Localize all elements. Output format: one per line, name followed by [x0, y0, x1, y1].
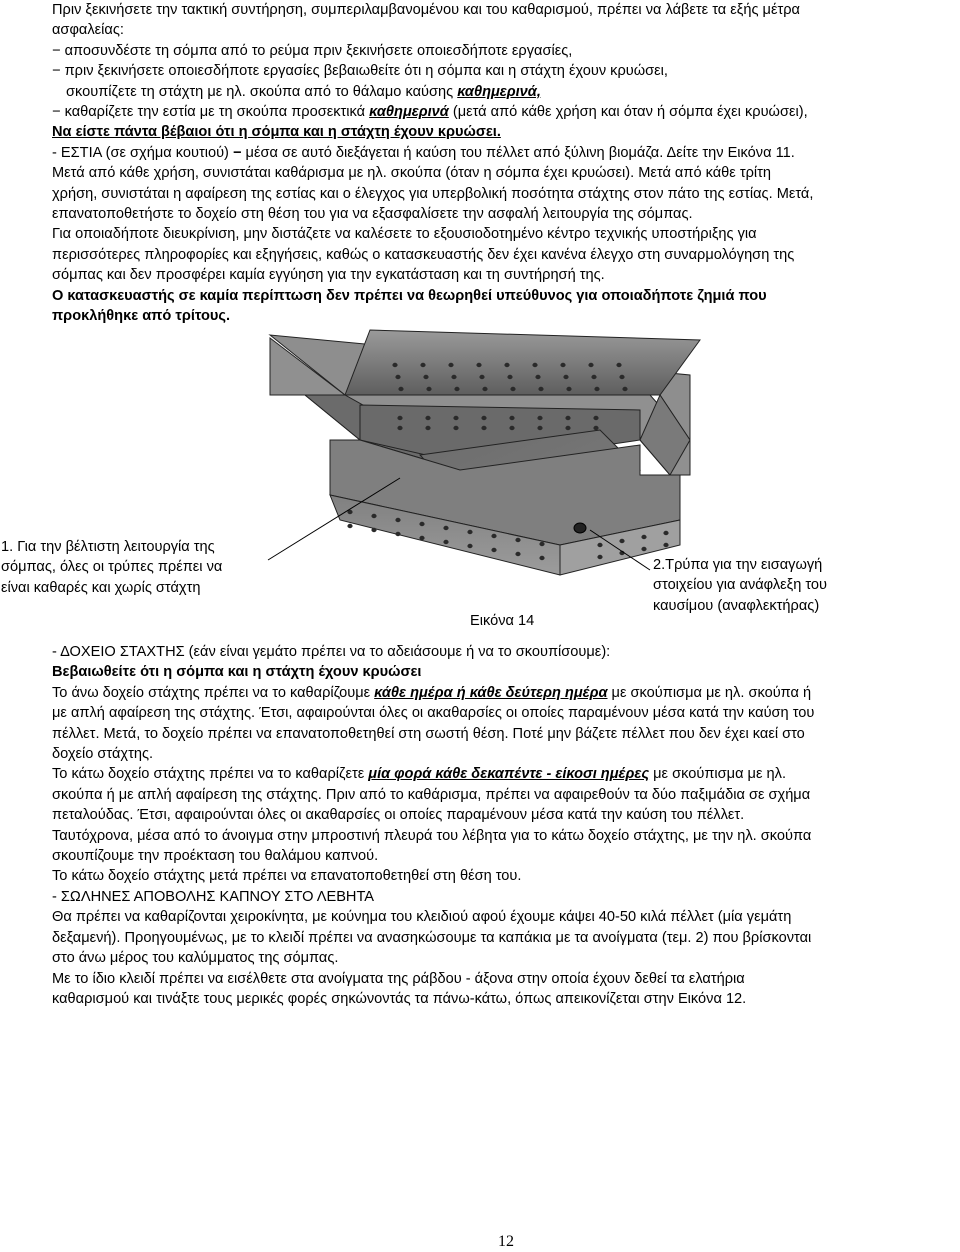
air-hole — [563, 375, 568, 379]
air-hole — [481, 426, 486, 430]
back-wall — [345, 330, 700, 395]
air-hole — [397, 426, 402, 430]
air-hole — [535, 375, 540, 379]
air-hole — [448, 363, 453, 367]
air-hole — [371, 514, 376, 518]
ash-line-2: Βεβαιωθείτε ότι η σόμπα και η στάχτη έχουν κρυώσει — [52, 664, 422, 681]
air-hole — [443, 526, 448, 530]
ash-line-4: με απλή αφαίρεση της στάχτης. Έτσι, αφαιρούνται όλες οι ακαθαρσίες οι οποίες παραμένουν μέσα κατά την καύση του — [52, 705, 815, 722]
air-hole — [467, 530, 472, 534]
air-hole — [532, 363, 537, 367]
air-hole — [539, 556, 544, 560]
air-hole — [419, 536, 424, 540]
ash-line-5: πέλλετ. Μετά, το δοχείο πρέπει να επανατοποθετηθεί στη σωστή θέση. Ποτέ μην βάζετε πέλλετ που δεν έχει καεί στο — [52, 725, 805, 742]
hearth-line-1: - ΕΣΤΙΑ (σε σχήμα κουτιού) − μέσα σε αυτό διεξάγεται ή καύση του πέλλετ από ξύλινη βιομάζα. Δείτε την Εικόνα 11. — [52, 144, 795, 161]
air-hole — [616, 363, 621, 367]
liability-line-2: προκλήθηκε από τρίτους. — [52, 308, 231, 325]
air-hole — [419, 522, 424, 526]
air-hole — [538, 387, 543, 391]
air-hole — [451, 375, 456, 379]
air-hole — [395, 375, 400, 379]
air-hole — [425, 426, 430, 430]
air-hole — [482, 387, 487, 391]
air-hole — [593, 416, 598, 420]
air-hole — [537, 426, 542, 430]
ash-line-1: - ΔΟΧΕΙΟ ΣΤΑΧΤΗΣ (εάν είναι γεμάτο πρέπει να το αδειάσουμε ή να το σκουπίσουμε): — [52, 644, 611, 660]
liability-line-1: Ο κατασκευαστής σε καμία περίπτωση δεν πρέπει να θεωρηθεί υπεύθυνος για οποιαδήποτε ζημιά που — [52, 287, 767, 304]
intro-line-2: ασφαλείας: — [52, 22, 124, 39]
lower-line-4: Ταυτόχρονα, μέσα από το άνοιγμα στην μπροστινή πλευρά του λέβητα για το κάτω δοχείο στάχτης, με την ηλ. σκούπα — [52, 827, 812, 844]
callout-1: 1. Για την βέλτιστη λειτουργία της σόμπας, όλες οι τρύπες πρέπει να είναι καθαρές και χωρίς στάχτη — [1, 539, 223, 596]
air-hole — [467, 544, 472, 548]
air-hole — [347, 524, 352, 528]
air-hole — [597, 543, 602, 547]
air-hole — [420, 363, 425, 367]
igniter-hole — [574, 523, 586, 533]
doubt-line-3: σόμπας και δεν προσφέρει καμία εγγύηση για την εγκατάσταση και τη συντήρησή της. — [52, 267, 605, 284]
lower-line-2: σκούπα ή με απλή αφαίρεση της στάχτης. Πριν από το καθάρισμα, πρέπει να αφαιρεθούν τα δύο παξιμάδια σε σχήμα — [52, 786, 811, 803]
air-hole — [443, 540, 448, 544]
air-hole — [641, 547, 646, 551]
air-hole — [565, 426, 570, 430]
ash-section — [52, 642, 944, 1009]
lower-line-1: Το κάτω δοχείο στάχτης πρέπει να το καθαρίζετε μία φορά κάθε δεκαπέντε - είκοσι ημέρες με σκούπισμα με ηλ. — [52, 766, 786, 783]
page-number: 12 — [498, 1233, 514, 1250]
air-hole — [454, 387, 459, 391]
safety-bullet-1: − αποσυνδέστε τη σόμπα από το ρεύμα πριν ξεκινήσετε οποιεσδήποτε εργασίες, — [52, 42, 573, 59]
air-hole — [423, 375, 428, 379]
air-hole — [507, 375, 512, 379]
daily-emphasis: καθημερινά, — [457, 83, 541, 100]
air-hole — [476, 363, 481, 367]
intro-line-1: Πριν ξεκινήσετε την τακτική συντήρηση, συμπεριλαμβανομένου και του καθαρισμού, πρέπει να λάβετε τα εξής μέτρα — [52, 2, 800, 18]
daily-emphasis-2: καθημερινά — [369, 104, 449, 121]
air-hole — [537, 416, 542, 420]
air-hole — [566, 387, 571, 391]
air-hole — [395, 532, 400, 536]
air-hole — [392, 363, 397, 367]
pipes-line-5: Με το ίδιο κλειδί πρέπει να εισέλθετε στα ανοίγματα της ράβδου - άξονα στην οποία έχουν δεθεί τα ελατήρια — [52, 970, 745, 987]
doubt-line-2: περισσότερες πληροφορίες και εξηγήσεις, καθώς ο κατασκευαστής δεν έχει κανένα έλεγχο στη συναρμολόγηση της — [52, 246, 795, 263]
callout-2: 2.Τρύπα για την εισαγωγή στοιχείου για ανάφλεξη του καυσίμου (αναφλεκτήρας) — [653, 557, 828, 614]
air-hole — [515, 538, 520, 542]
air-hole — [560, 363, 565, 367]
hearth-line-3: χρήση, συνιστάται η αφαίρεση της εστίας και ο έλεγχος για υπερβολική ποσότητα στάχτης στον πάτο της εστίας. Μετά, — [52, 185, 814, 202]
air-hole — [491, 548, 496, 552]
air-hole — [479, 375, 484, 379]
air-hole — [509, 426, 514, 430]
pipes-line-4: στο άνω μέρος του καλύμματος της σόμπας. — [52, 950, 339, 967]
figure-caption: Εικόνα 14 — [470, 613, 535, 629]
air-hole — [509, 416, 514, 420]
safety-bullet-4: − καθαρίζετε την εστία με τη σκούπα προσεκτικά καθημερινά (μετά από κάθε χρήση και όταν ή σόμπα έχει κρυώσει), — [52, 104, 808, 121]
air-hole — [491, 534, 496, 538]
doubt-line-1: Για οποιαδήποτε διευκρίνιση, μην διστάζετε να καλέσετε το εξουσιοδοτημένο κέντρο τεχνικής υποστήριξης για — [52, 226, 757, 243]
lower-line-6: Το κάτω δοχείο στάχτης μετά πρέπει να επανατοποθετηθεί στη θέση του. — [52, 868, 522, 885]
air-hole — [397, 416, 402, 420]
pipes-line-2: Θα πρέπει να καθαρίζονται χειροκίνητα, με κούνημα του κλειδιού αφού έχουμε κάψει 40-50 κιλά πέλλετ (μία γεμάτη — [52, 909, 792, 926]
air-hole — [641, 535, 646, 539]
pipes-line-6: καθαρισμού και τινάξτε τους μερικές φορές σηκώνοντάς τα πάνω-κάτω, όπως απεικονίζεται στην Εικόνα 12. — [52, 990, 747, 1007]
air-hole — [663, 543, 668, 547]
air-hole — [539, 542, 544, 546]
air-hole — [619, 375, 624, 379]
air-hole — [510, 387, 515, 391]
air-hole — [622, 387, 627, 391]
lower-line-5: σκουπίζουμε την προέκταση του θαλάμου καπνού. — [52, 848, 379, 865]
pipes-line-3: δεξαμενή). Προηγουμένως, με το κλειδί πρέπει να ανασηκώσουμε τα καπάκια με τα ανοίγματα (τεμ. 2) που βρίσκονται — [52, 929, 812, 946]
hearth-line-4: επανατοποθετήστε το δοχείο στη θέση του για να εξασφαλίσετε την ασφαλή λειτουργία της σόμπας. — [52, 206, 693, 223]
ash-line-6: δοχείο στάχτης. — [52, 746, 154, 763]
air-hole — [453, 426, 458, 430]
air-hole — [593, 426, 598, 430]
air-hole — [426, 387, 431, 391]
air-hole — [371, 528, 376, 532]
air-hole — [591, 375, 596, 379]
air-hole — [481, 416, 486, 420]
ash-line-3: Το άνω δοχείο στάχτης πρέπει να το καθαρίζουμε κάθε ημέρα ή κάθε δεύτερη ημέρα με σκούπισμα με ηλ. σκούπα ή — [52, 684, 812, 701]
safety-bullet-3: σκουπίζετε τη στάχτη με ηλ. σκούπα από το θάλαμο καύσης καθημερινά, — [66, 83, 541, 100]
air-hole — [425, 416, 430, 420]
lower-line-3: πεταλούδας. Έτσι, αφαιρούνται όλες οι ακαθαρσίες οι οποίες παραμένουν μέσα κατά την καύση του πέλλετ. — [52, 807, 745, 824]
air-hole — [395, 518, 400, 522]
air-hole — [663, 531, 668, 535]
cooled-warning: Να είστε πάντα βέβαιοι ότι η σόμπα και η στάχτη έχουν κρυώσει. — [52, 124, 501, 141]
pipes-heading: - ΣΩΛΗΝΕΣ ΑΠΟΒΟΛΗΣ ΚΑΠΝΟΥ ΣΤΟ ΛΕΒΗΤΑ — [52, 888, 375, 905]
hearth-line-2: Μετά από κάθε χρήση, συνιστάται καθάρισμα με ηλ. σκούπα (όταν η σόμπα έχει κρυώσει). Μετά από κάθε τρίτη — [52, 165, 772, 182]
air-hole — [398, 387, 403, 391]
air-hole — [504, 363, 509, 367]
air-hole — [565, 416, 570, 420]
safety-bullet-2: − πριν ξεκινήσετε οποιεσδήποτε εργασίες βεβαιωθείτε ότι η σόμπα και η στάχτη έχουν κρυώσει, — [52, 63, 668, 80]
air-hole — [594, 387, 599, 391]
air-hole — [619, 539, 624, 543]
air-hole — [515, 552, 520, 556]
air-hole — [588, 363, 593, 367]
air-hole — [597, 555, 602, 559]
air-hole — [453, 416, 458, 420]
